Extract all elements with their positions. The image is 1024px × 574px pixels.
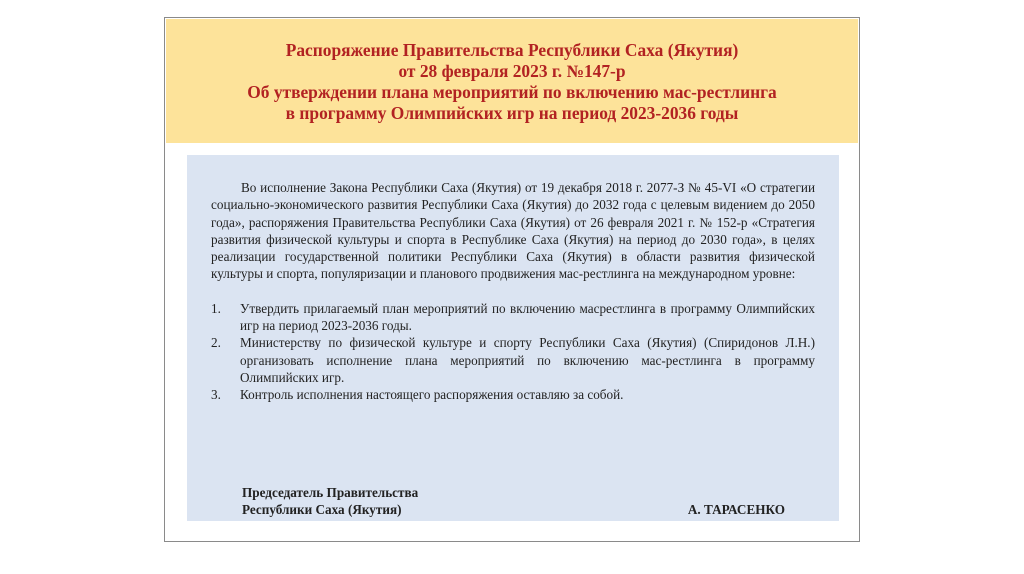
decree-item-3 (211, 386, 815, 403)
item-text: Утвердить прилагаемый план мероприятий по включению масрестлинга в программу Олимпийских игр на период 2023-2036 годы. (240, 300, 815, 334)
item-text: Контроль исполнения настоящего распоряжения оставляю за собой. (240, 387, 624, 403)
slide-frame (164, 17, 860, 542)
item-number: 2. (211, 335, 221, 351)
decree-list (211, 300, 815, 404)
decree-item-1 (211, 300, 815, 335)
item-text: Министерству по физической культуре и спорту Республики Саха (Якутия) (Спиридонов Л.Н.) организовать исполнение плана мероприятий по включению мас-рестлинга в программу Олимпийских игр. (240, 335, 815, 385)
intro-paragraph: Во исполнение Закона Республики Саха (Якутия) от 19 декабря 2018 г. 2077-З № 45-VI «О стратегии социально-экономического развития Республики Саха (Якутия) до 2032 года с целевым видением до 2050 года», распоряжения Правительства Республики Саха (Якутия) от 26 февраля 2021 г. № 152-р «Стратегия развития физической культуры и спорта в Республике Саха (Якутия) на период до 2030 года», в целях реализации государственной политики Республики Саха (Якутия) в области развития физической культуры и спорта, популяризации и планового продвижения мас-рестлинга на международном уровне: (211, 180, 815, 282)
title-line-decree: Распоряжение Правительства Республики Саха (Якутия) (285, 40, 739, 60)
signer-title-line2: Республики Саха (Якутия) (242, 502, 402, 518)
signature-block (242, 484, 802, 519)
title-line-date: от 28 февраля 2023 г. №147-р (398, 61, 626, 81)
signer-title-line1: Председатель Правительства (242, 485, 419, 500)
signature-row (242, 501, 802, 518)
title-header (166, 19, 858, 143)
title-line-period: в программу Олимпийских игр на период 2023-2036 годы (285, 103, 739, 123)
decree-item-2 (211, 334, 815, 386)
item-number: 3. (211, 387, 221, 403)
title-line-subject: Об утверждении плана мероприятий по включению мас-рестлинга (247, 82, 777, 102)
document-panel (187, 155, 839, 521)
item-number: 1. (211, 300, 221, 316)
signer-name: А. ТАРАСЕНКО (687, 502, 785, 518)
